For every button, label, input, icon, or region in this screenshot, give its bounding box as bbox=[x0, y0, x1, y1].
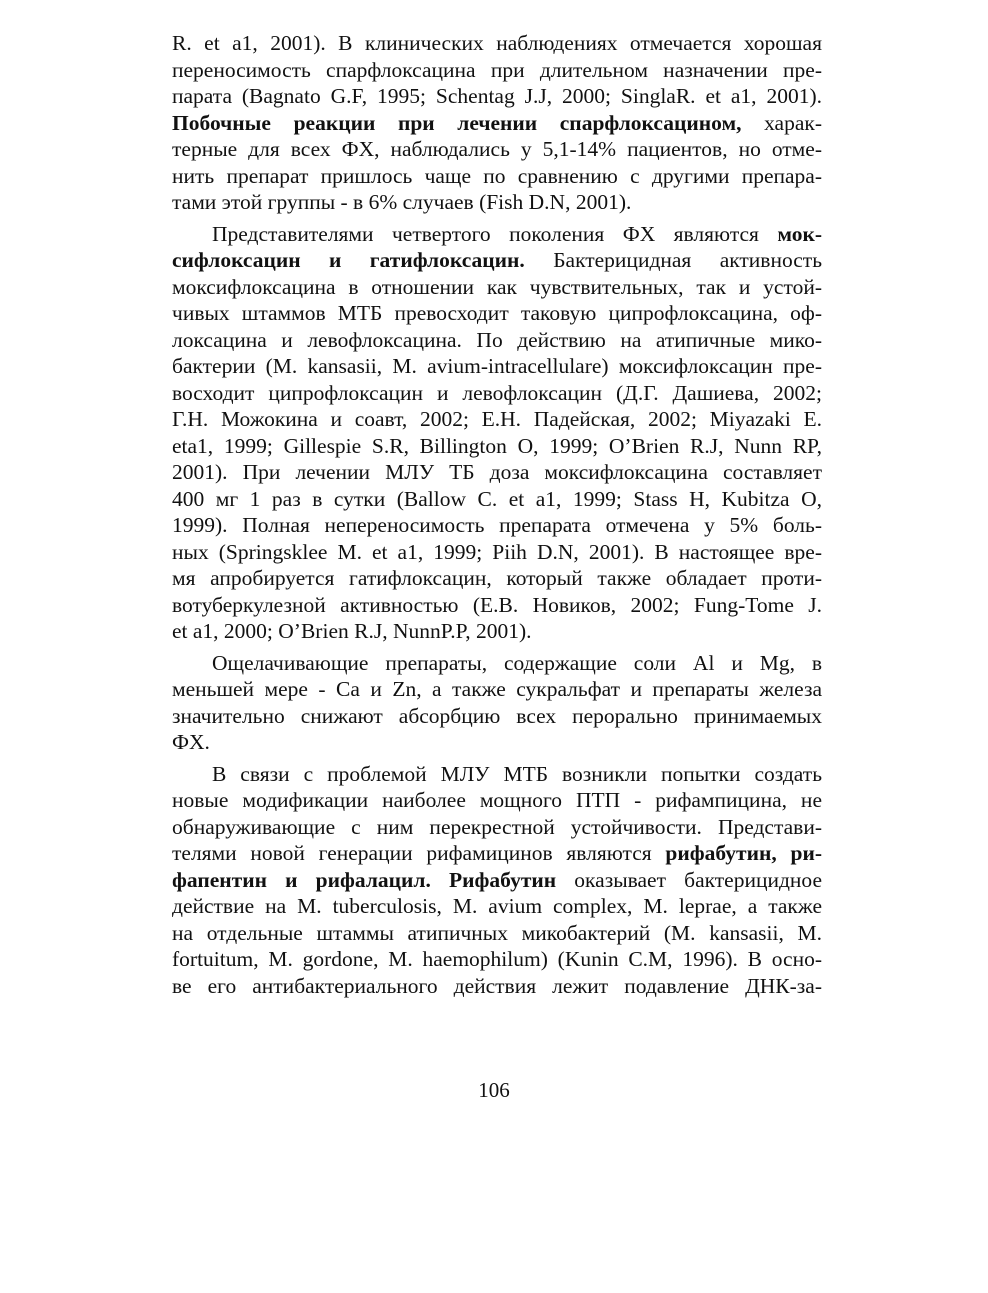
text-line: вотуберкулезной активностью (Е.В. Новиков, 2002; Fung-Tome J. bbox=[172, 592, 822, 617]
text-line: восходит ципрофлоксацин и левофлоксацин (Д.Г. Дашиева, 2002; bbox=[172, 380, 822, 405]
text-line: парата (Bagnato G.F, 1995; Schentag J.J, 2000; SinglaR. et a1, 2001). bbox=[172, 84, 822, 108]
text-line: чивых штаммов МТБ превосходит таковую ципрофлоксацина, оф- bbox=[172, 301, 822, 325]
bold-term: мок- bbox=[777, 221, 822, 246]
text-line: нить препарат пришлось чаще по сравнению с другими препара- bbox=[172, 163, 822, 188]
text-line: меньшей мере - Ca и Zn, а также сукральфат и препараты железа bbox=[172, 677, 822, 701]
text-line: фапентин и рифалацил. Рифабутин оказывает бактерицидное bbox=[172, 867, 822, 892]
text-line: сифлоксацин и гатифлоксацин. Бактерицидная активность bbox=[172, 248, 822, 272]
text-line: ве его антибактериального действия лежит подавление ДНК-за- bbox=[172, 973, 822, 998]
text-line: ных (Springsklee M. et a1, 1999; Piih D.N, 2001). В настоящее вре- bbox=[172, 539, 822, 564]
text-line: локсацина и левофлоксацина. По действию на атипичные мико- bbox=[172, 327, 822, 352]
text-line: В связи с проблемой МЛУ МТБ возникли попытки создать bbox=[212, 761, 822, 786]
text-line: 1999). Полная непереносимость препарата отмечена у 5% боль- bbox=[172, 513, 822, 537]
text-line: телями новой генерации рифамицинов являются рифабутин, ри- bbox=[172, 841, 822, 865]
text-line: Побочные реакции при лечении спарфлоксацином, харак- bbox=[172, 110, 822, 135]
text-line: на отдельные штаммы атипичных микобактерий (M. kansasii, M. bbox=[172, 920, 822, 945]
bold-term: Побочные реакции при лечении спарфлоксацином, bbox=[172, 110, 742, 135]
text-line: тами этой группы - в 6% случаев (Fish D.N, 2001). bbox=[172, 190, 632, 214]
text-line: новые модификации наиболее мощного ПТП - рифампицина, не bbox=[172, 788, 822, 812]
text-line: бактерии (M. kansasii, M. avium-intracellulare) моксифлоксацин пре- bbox=[172, 354, 822, 378]
text-line: 2001). При лечении МЛУ ТБ доза моксифлоксацина составляет bbox=[172, 460, 822, 484]
paragraph-4 bbox=[172, 761, 822, 1000]
text-line: 400 мг 1 раз в сутки (Ballow C. et a1, 1999; Stass H, Kubitza O, bbox=[172, 486, 822, 511]
text-line: eta1, 1999; Gillespie S.R, Billington O, 1999; O’Brien R.J, Nunn RP, bbox=[172, 433, 822, 458]
text-line: мя апробируется гатифлоксацин, который также обладает проти- bbox=[172, 566, 822, 590]
text-line: действие на M. tuberculosis, M. avium complex, M. leprae, а также bbox=[172, 894, 822, 918]
text-line: ФХ. bbox=[172, 730, 210, 754]
page-body bbox=[172, 30, 822, 1004]
text-line: Представителями четвертого поколения ФХ являются мок- bbox=[212, 221, 822, 246]
text-line: fortuitum, M. gordone, M. haemophilum) (Kunin C.M, 1996). В осно- bbox=[172, 947, 822, 971]
text-line: Г.Н. Можокина и соавт, 2002; Е.Н. Падейская, 2002; Miyazaki E. bbox=[172, 407, 822, 431]
bold-term: сифлоксацин и гатифлоксацин. bbox=[172, 248, 525, 272]
text-line: обнаруживающие с ним перекрестной устойчивости. Представи- bbox=[172, 814, 822, 839]
text-line: переносимость спарфлоксацина при длительном назначении пре- bbox=[172, 57, 822, 82]
text-line: моксифлоксацина в отношении как чувствительных, так и устой- bbox=[172, 274, 822, 299]
paragraph-2 bbox=[172, 221, 822, 645]
paragraph-3 bbox=[172, 650, 822, 756]
bold-term: рифабутин, ри- bbox=[665, 841, 822, 865]
text-line: значительно снижают абсорбцию всех перорально принимаемых bbox=[172, 703, 822, 728]
paragraph-1 bbox=[172, 30, 822, 216]
page-number: 106 bbox=[478, 1078, 510, 1102]
text-line: терные для всех ФХ, наблюдались у 5,1-14% пациентов, но отме- bbox=[172, 137, 822, 161]
text-line: Ощелачивающие препараты, содержащие соли Al и Mg, в bbox=[212, 650, 822, 675]
text-line: R. et a1, 2001). В клинических наблюдениях отмечается хорошая bbox=[172, 31, 822, 55]
text-line: et a1, 2000; O’Brien R.J, NunnP.P, 2001). bbox=[172, 619, 532, 643]
bold-term: фапентин и рифалацил. Рифабутин bbox=[172, 867, 557, 892]
